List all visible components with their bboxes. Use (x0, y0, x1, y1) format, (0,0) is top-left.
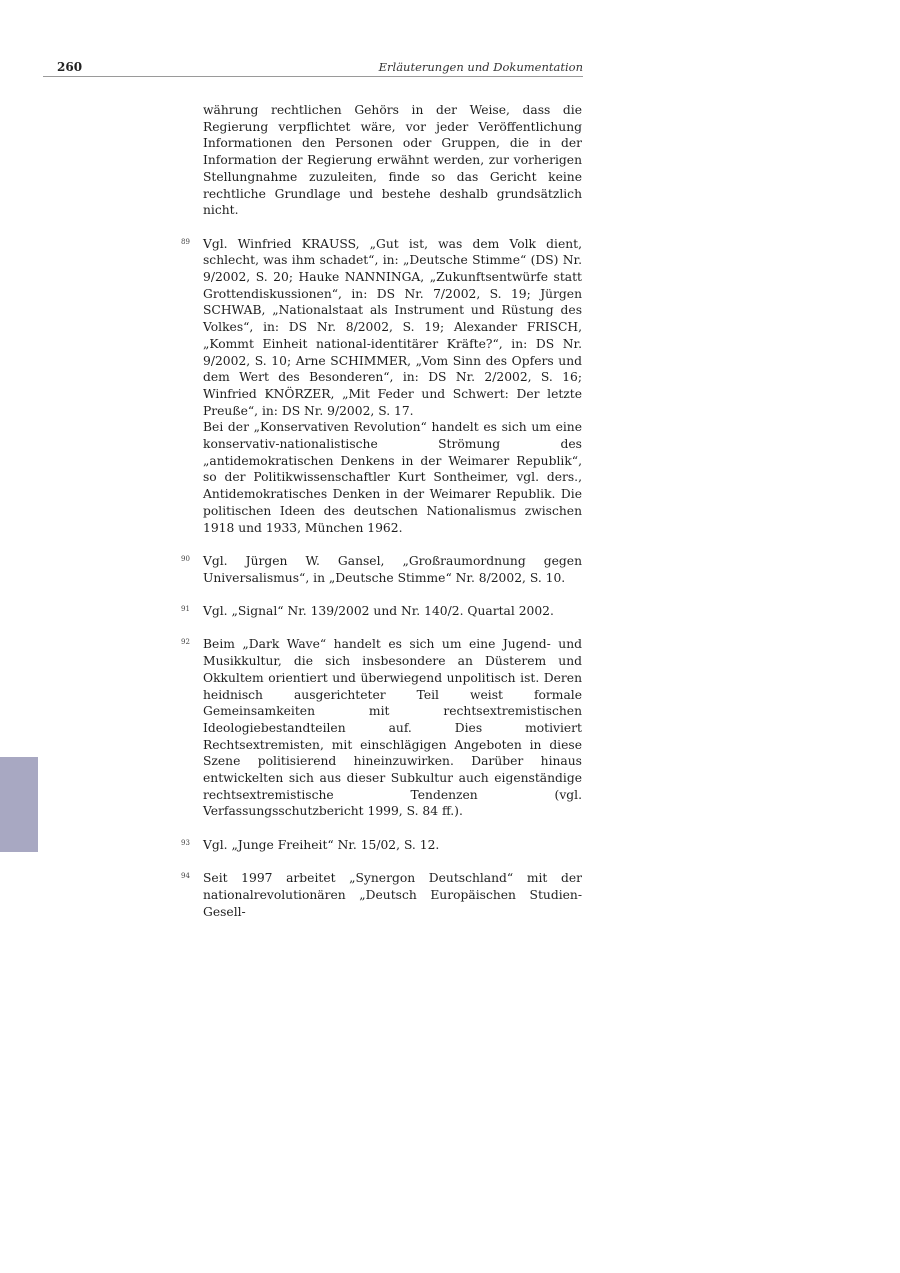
running-title: Erläuterungen und Dokumentation (378, 60, 583, 74)
footnote-text: Bei der „Konservativen Revolution“ handelt es sich um eine konservativ-nationalistische Strömung des „antidemokratischen Denkens in der Weimarer Republik“, so der Politikwissenschaftler Kurt Sontheimer, vgl. ders., Antidemokratisches Denken in der Weimarer Republik. Die politischen Ideen des deutschen Nationalismus zwischen 1918 und 1933, München 1962. (203, 420, 582, 535)
footnote-93 (181, 837, 582, 854)
page-number: 260 (57, 60, 83, 74)
page-header (43, 58, 583, 77)
footnote-text: Vgl. Winfried KRAUSS, „Gut ist, was dem Volk dient, schlecht, was ihm schadet“, in: „Deutsche Stimme“ (DS) Nr. 9/2002, S. 20; Hauke NANNINGA, „Zukunftsentwürfe statt Grottendiskussionen“, in: DS Nr. 7/2002, S. 19; Jürgen SCHWAB, „Nationalstaat als Instrument und Rüstung des Volkes“, in: DS Nr. 8/2002, S. 19; Alexander FRISCH, „Kommt Einheit national-identitärer Kräfte?“, in: DS Nr. 9/2002, S. 10; Arne SCHIMMER, „Vom Sinn des Opfers und dem Wert des Besonderen“, in: DS Nr. 2/2002, S. 16; Winfried KNÖRZER, „Mit Feder und Schwert: Der letzte Preuße“, in: DS Nr. 9/2002, S. 17. (203, 236, 582, 418)
chapter-thumb-tab (0, 757, 38, 852)
footnote-number: 91 (181, 605, 190, 614)
spacer (203, 219, 582, 236)
spacer (203, 854, 582, 871)
spacer (203, 820, 582, 837)
footnote-text: Vgl. Jürgen W. Gansel, „Großraumordnung gegen Universalismus“, in „Deutsche Stimme“ Nr. 8/2002, S. 10. (203, 553, 582, 585)
spacer (203, 586, 582, 603)
footnote-91 (181, 603, 582, 620)
footnote-number: 89 (181, 237, 190, 246)
footnote-text: Beim „Dark Wave“ handelt es sich um eine Jugend- und Musikkultur, die sich insbesondere an Düsterem und Okkultem orientiert und überwiegend unpolitisch ist. Deren heidnisch ausgerichteter Teil weist formale Gemeinsamkeiten mit rechtsextremistischen Ideologiebestandteilen auf. Dies motiviert Rechtsextremisten, mit einschlägigen Angeboten in diese Szene politisierend hineinzuwirken. Darüber hinaus entwickelten sich aus dieser Subkultur auch eigenständige rechtsextremistische Tendenzen (vgl. Verfassungsschutzbericht 1999, S. 84 ff.). (203, 637, 582, 819)
footnote-92 (181, 636, 582, 820)
footnote-text: Vgl. „Junge Freiheit“ Nr. 15/02, S. 12. (203, 837, 440, 852)
footnote-number: 94 (181, 872, 190, 881)
intro-paragraph: währung rechtlichen Gehörs in der Weise, dass die Regierung verpflichtet wäre, vor jeder Veröffentlichung Informationen den Personen oder Gruppen, die in der Information der Regierung erwähnt werden, zur vorherigen Stellungnahme zuzuleiten, finde so das Gericht keine rechtliche Grundlage und bestehe deshalb grundsätzlich nicht. (203, 103, 582, 218)
footnote-number: 93 (181, 838, 190, 847)
page-body (181, 102, 582, 920)
footnote-number: 92 (181, 638, 190, 647)
footnote-number: 90 (181, 554, 190, 563)
footnote-90 (181, 553, 582, 586)
footnote-text: Vgl. „Signal“ Nr. 139/2002 und Nr. 140/2. Quartal 2002. (203, 604, 554, 619)
spacer (203, 620, 582, 637)
footnote-text: Seit 1997 arbeitet „Synergon Deutschland“ mit der nationalrevolutionären „Deutsch Europäischen Studien-Gesell- (203, 871, 582, 919)
spacer (203, 536, 582, 553)
footnote-94 (181, 870, 582, 920)
footnote-89 (181, 236, 582, 537)
